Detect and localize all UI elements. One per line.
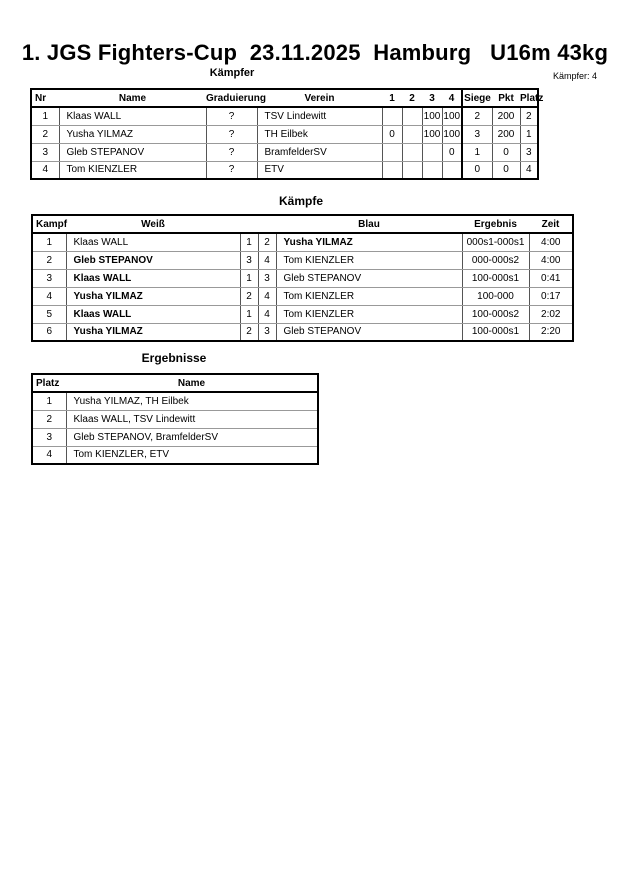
fight-weiss-name: Gleb STEPANOV (66, 251, 240, 269)
fight-ergebnis: 000s1-000s1 (462, 233, 529, 251)
fight-ergebnis: 100-000s2 (462, 305, 529, 323)
fight-blau-name: Tom KIENZLER (276, 287, 462, 305)
fight-weiss-name: Klaas WALL (66, 269, 240, 287)
col-header-4: 4 (442, 89, 462, 107)
fight-row (32, 233, 573, 251)
score-2 (402, 125, 422, 143)
fighter-nr: 3 (31, 143, 59, 161)
fighter-nr: 2 (31, 125, 59, 143)
score-2 (402, 143, 422, 161)
fight-row (32, 251, 573, 269)
fight-number: 6 (32, 323, 66, 341)
score-4: 100 (442, 125, 462, 143)
col-header-platz: Platz (520, 89, 538, 107)
score-1 (382, 143, 402, 161)
fighter-platz: 4 (520, 161, 538, 179)
fight-weiss-nr: 2 (240, 287, 258, 305)
col-header-pkt: Pkt (492, 89, 520, 107)
score-3 (422, 143, 442, 161)
fighter-verein: TH Eilbek (257, 125, 382, 143)
fight-ergebnis: 100-000s1 (462, 323, 529, 341)
fighter-siege: 1 (462, 143, 492, 161)
fighter-graduierung: ? (206, 143, 257, 161)
fighter-name: Yusha YILMAZ (59, 125, 206, 143)
result-row (32, 392, 318, 410)
result-name: Yusha YILMAZ, TH Eilbek (66, 392, 318, 410)
fight-weiss-name: Klaas WALL (66, 305, 240, 323)
score-3 (422, 161, 442, 179)
fight-blau-nr: 4 (258, 305, 276, 323)
result-name: Tom KIENZLER, ETV (66, 446, 318, 464)
score-3: 100 (422, 107, 442, 125)
col-header-verein: Verein (257, 89, 382, 107)
col-header-name: Name (66, 374, 318, 392)
fight-weiss-nr: 1 (240, 233, 258, 251)
fight-weiss-nr: 1 (240, 305, 258, 323)
fighter-row (31, 125, 538, 143)
result-row (32, 446, 318, 464)
fight-ergebnis: 100-000s1 (462, 269, 529, 287)
fight-zeit: 0:17 (529, 287, 573, 305)
fight-ergebnis: 100-000 (462, 287, 529, 305)
fight-number: 3 (32, 269, 66, 287)
col-header-2: 2 (402, 89, 422, 107)
fighters-count: Kämpfer: 4 (552, 71, 597, 81)
fighter-siege: 0 (462, 161, 492, 179)
col-header-ergebnis: Ergebnis (462, 215, 529, 233)
fighter-graduierung: ? (206, 107, 257, 125)
fight-blau-name: Tom KIENZLER (276, 305, 462, 323)
fight-weiss-nr: 2 (240, 323, 258, 341)
result-row (32, 428, 318, 446)
fight-weiss-nr: 3 (240, 251, 258, 269)
fight-blau-nr: 2 (258, 233, 276, 251)
fight-blau-nr: 4 (258, 251, 276, 269)
col-header-nr: Nr (31, 89, 59, 107)
fight-blau-name: Gleb STEPANOV (276, 269, 462, 287)
results-section-label: Ergebnisse (141, 351, 207, 365)
score-1: 0 (382, 125, 402, 143)
fighter-graduierung: ? (206, 125, 257, 143)
fighter-name: Tom KIENZLER (59, 161, 206, 179)
fighter-pkt: 0 (492, 161, 520, 179)
col-header-platz: Platz (32, 374, 66, 392)
fights-section-label: Kämpfe (278, 194, 323, 208)
fight-blau-nr: 3 (258, 323, 276, 341)
tournament-title: 1. JGS Fighters-Cup 23.11.2025 Hamburg U16m 43kg (21, 40, 609, 65)
result-row (32, 410, 318, 428)
result-platz: 2 (32, 410, 66, 428)
score-2 (402, 161, 422, 179)
fight-blau-nr: 4 (258, 287, 276, 305)
fight-zeit: 4:00 (529, 233, 573, 251)
result-name: Klaas WALL, TSV Lindewitt (66, 410, 318, 428)
fight-blau-name: Tom KIENZLER (276, 251, 462, 269)
fight-weiss-name: Klaas WALL (66, 233, 240, 251)
col-header-zeit: Zeit (529, 215, 573, 233)
fighter-row (31, 107, 538, 125)
fighter-pkt: 200 (492, 107, 520, 125)
fight-row (32, 305, 573, 323)
fighters-section-label: Kämpfer (209, 67, 255, 79)
fighter-platz: 3 (520, 143, 538, 161)
fights-header-row (32, 215, 573, 233)
fight-zeit: 2:02 (529, 305, 573, 323)
fight-zeit: 4:00 (529, 251, 573, 269)
fighter-pkt: 200 (492, 125, 520, 143)
fight-row (32, 323, 573, 341)
result-platz: 1 (32, 392, 66, 410)
fighter-verein: TSV Lindewitt (257, 107, 382, 125)
fighters-table (30, 88, 544, 180)
score-2 (402, 107, 422, 125)
fighter-name: Klaas WALL (59, 107, 206, 125)
fight-blau-name: Gleb STEPANOV (276, 323, 462, 341)
score-4 (442, 161, 462, 179)
fight-blau-nr: 3 (258, 269, 276, 287)
fighters-header-row (31, 89, 538, 107)
fight-weiss-name: Yusha YILMAZ (66, 287, 240, 305)
fighter-pkt: 0 (492, 143, 520, 161)
col-header-kampf: Kampf (32, 215, 66, 233)
col-header-weiss: Weiß (66, 215, 240, 233)
fighter-nr: 1 (31, 107, 59, 125)
fighter-verein: BramfelderSV (257, 143, 382, 161)
fight-number: 1 (32, 233, 66, 251)
fighter-platz: 2 (520, 107, 538, 125)
fight-blau-name: Yusha YILMAZ (276, 233, 462, 251)
col-header-siege: Siege (462, 89, 492, 107)
result-name: Gleb STEPANOV, BramfelderSV (66, 428, 318, 446)
col-header-name: Name (59, 89, 206, 107)
fight-number: 2 (32, 251, 66, 269)
fighter-platz: 1 (520, 125, 538, 143)
fights-table (31, 214, 574, 342)
fight-weiss-nr: 1 (240, 269, 258, 287)
results-header-row (32, 374, 318, 392)
col-header-graduierung: Graduierung (206, 89, 257, 107)
result-platz: 4 (32, 446, 66, 464)
fight-zeit: 2:20 (529, 323, 573, 341)
col-header-blau: Blau (276, 215, 462, 233)
fighter-row (31, 161, 538, 179)
fighter-row (31, 143, 538, 161)
fight-zeit: 0:41 (529, 269, 573, 287)
fighter-name: Gleb STEPANOV (59, 143, 206, 161)
score-4: 0 (442, 143, 462, 161)
score-4: 100 (442, 107, 462, 125)
fight-number: 4 (32, 287, 66, 305)
fight-row (32, 287, 573, 305)
fight-ergebnis: 000-000s2 (462, 251, 529, 269)
col-header-1: 1 (382, 89, 402, 107)
fight-row (32, 269, 573, 287)
result-platz: 3 (32, 428, 66, 446)
fight-number: 5 (32, 305, 66, 323)
score-3: 100 (422, 125, 442, 143)
fight-weiss-name: Yusha YILMAZ (66, 323, 240, 341)
fighter-verein: ETV (257, 161, 382, 179)
score-1 (382, 161, 402, 179)
col-header-3: 3 (422, 89, 442, 107)
score-1 (382, 107, 402, 125)
results-table (31, 373, 319, 465)
fighter-siege: 2 (462, 107, 492, 125)
fighter-graduierung: ? (206, 161, 257, 179)
fighter-nr: 4 (31, 161, 59, 179)
fighter-siege: 3 (462, 125, 492, 143)
